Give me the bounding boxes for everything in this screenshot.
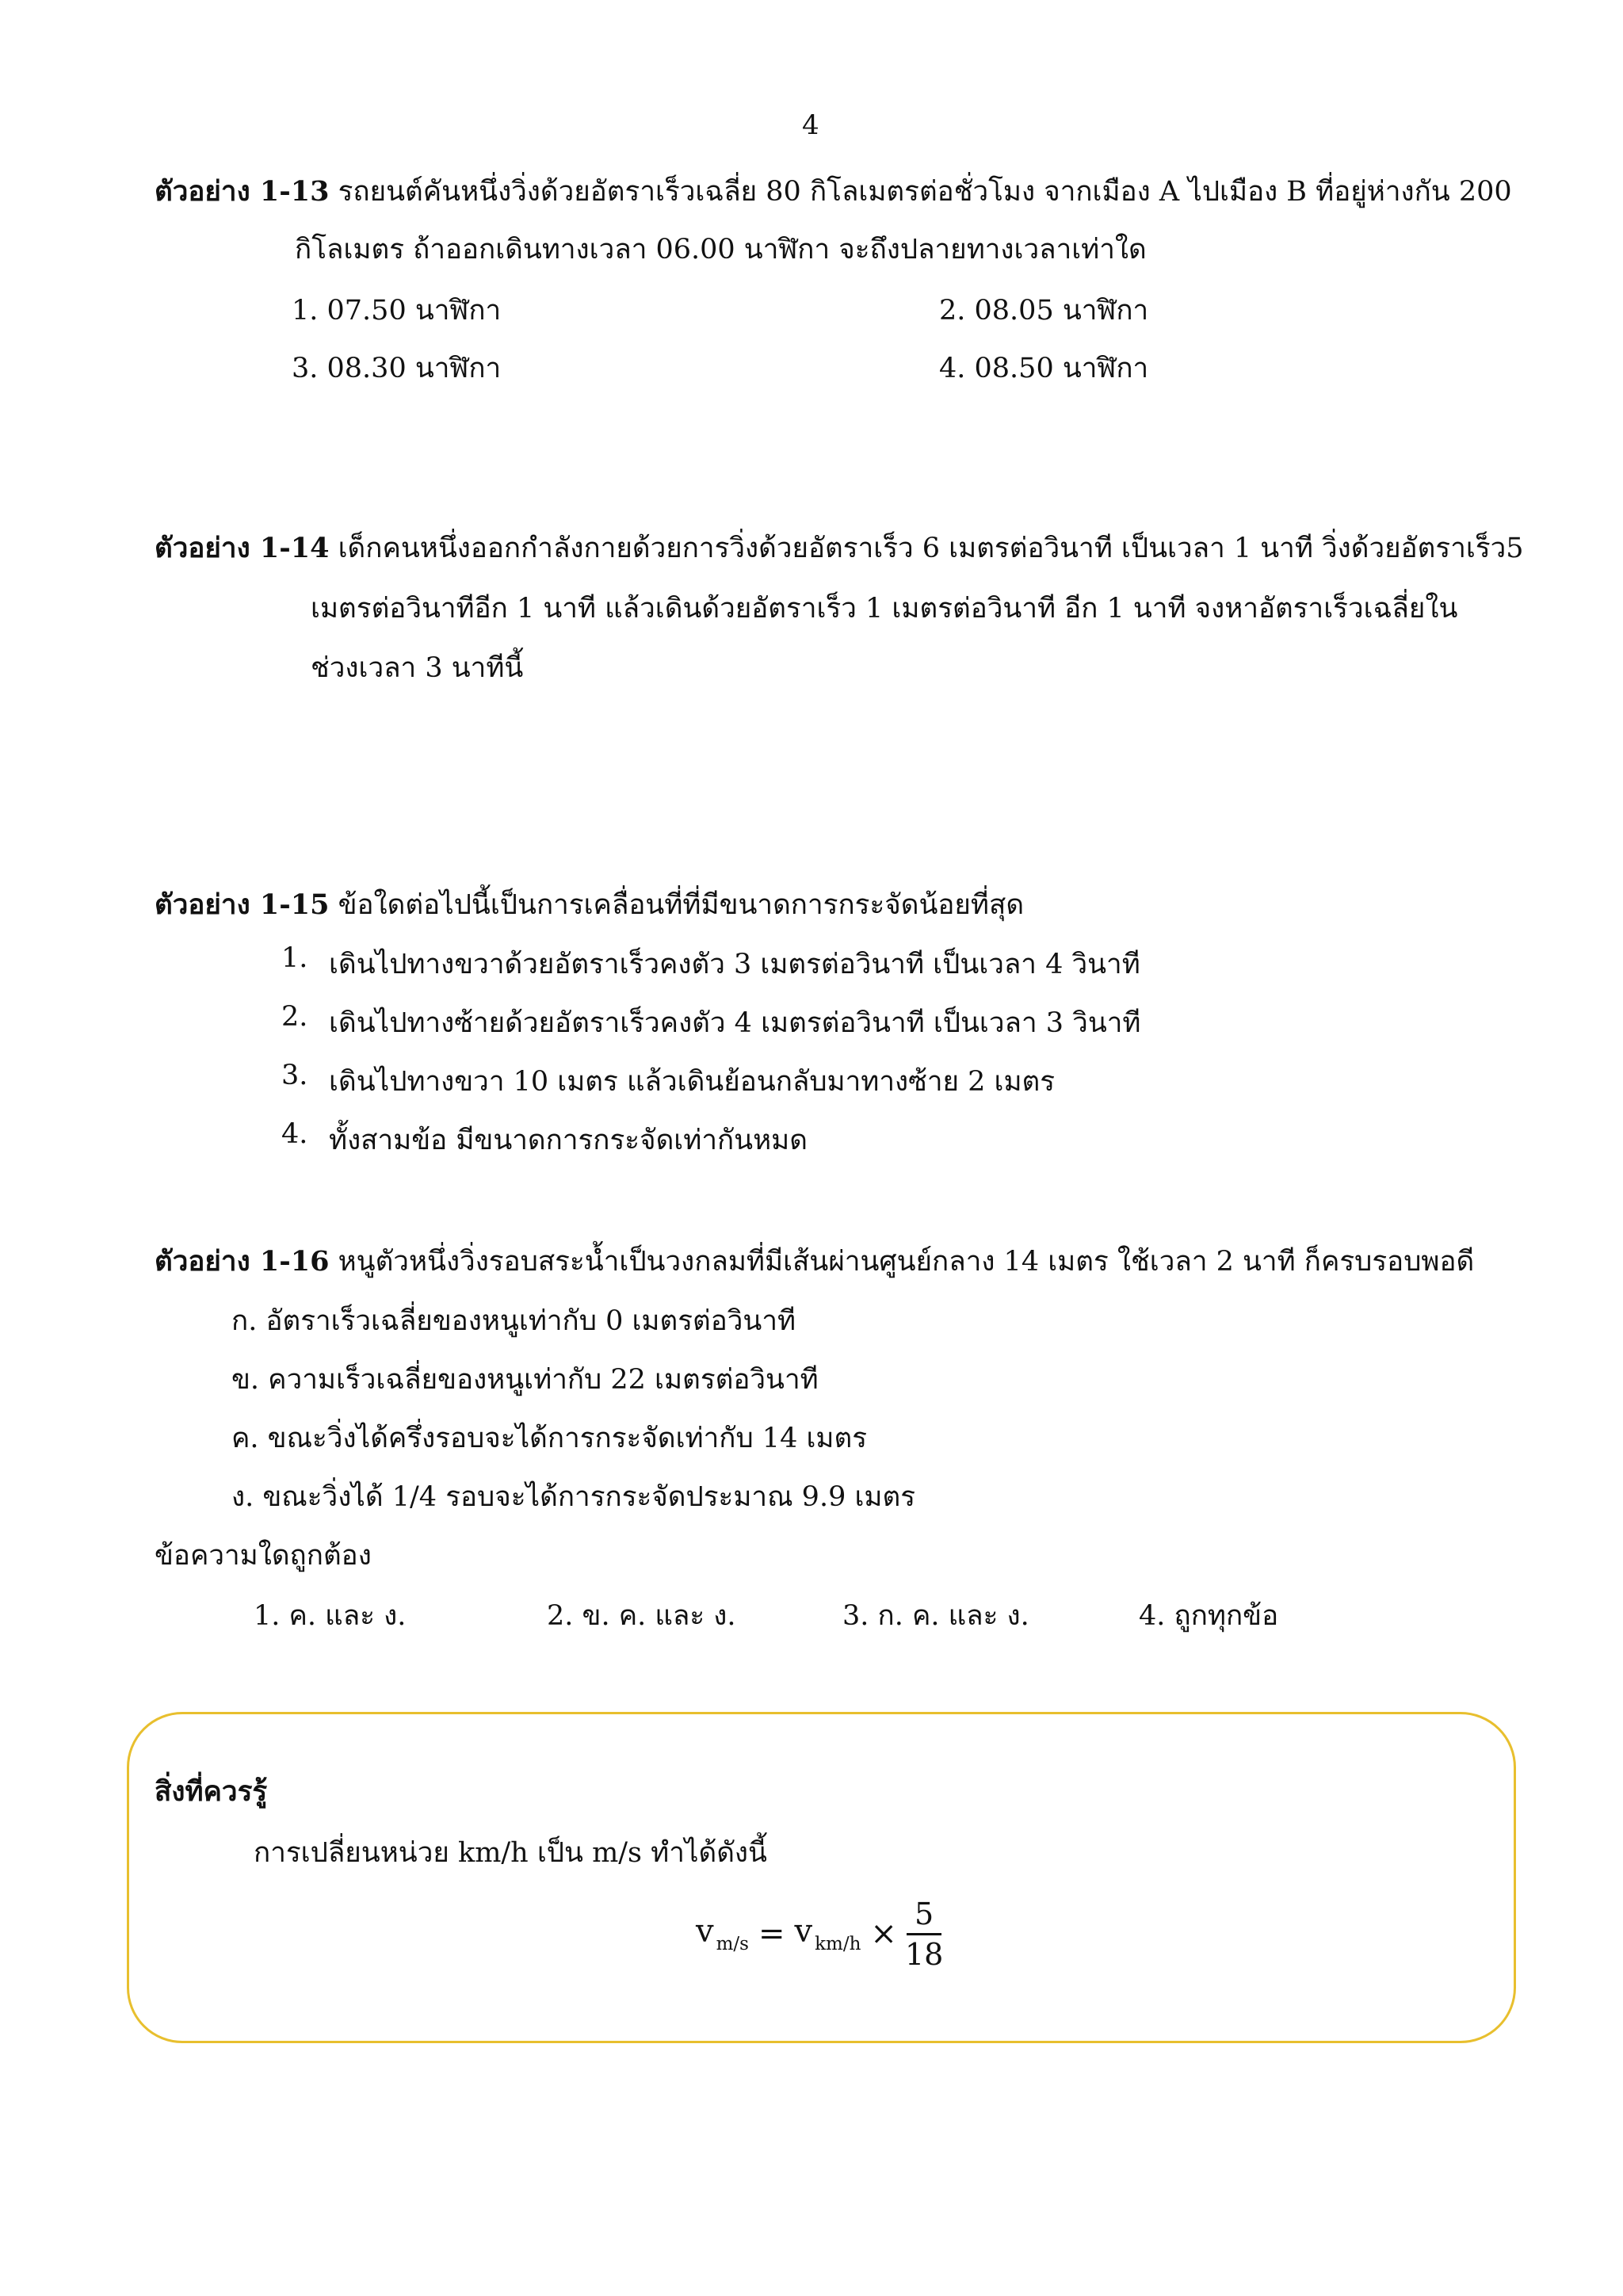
- choice-number: 2.: [281, 1001, 308, 1033]
- question-text: หนูตัวหนึ่งวิ่งรอบสระน้ำเป็นวงกลมที่มีเส้นผ่านศูนย์กลาง 14 เมตร ใช้เวลา 2 นาที ก็ครบรอบพอดี: [338, 1246, 1475, 1278]
- question-text: ข้อใดต่อไปนี้เป็นการเคลื่อนที่ที่มีขนาดการกระจัดน้อยที่สุด: [338, 889, 1025, 921]
- choice-3: 3. ก. ค. และ ง.: [842, 1600, 1029, 1632]
- statement-d: ง. ขณะวิ่งได้ 1/4 รอบจะได้การกระจัดประมาณ 9.9 เมตร: [231, 1481, 916, 1513]
- fraction-numerator: 5: [915, 1896, 934, 1931]
- formula-rhs-unit: km/h: [815, 1934, 861, 1954]
- question-text: กิโลเมตร ถ้าออกเดินทางเวลา 06.00 นาฬิกา จะถึงปลายทางเวลาเท่าใด: [295, 234, 1147, 266]
- fraction: [905, 1895, 943, 1973]
- choice-number: 3.: [281, 1060, 308, 1091]
- question-line: [155, 526, 1524, 570]
- choice-text: เดินไปทางซ้ายด้วยอัตราเร็วคงตัว 4 เมตรต่อวินาที เป็นเวลา 3 วินาที: [329, 1007, 1141, 1039]
- choice-text: ทั้งสามข้อ มีขนาดการกระจัดเท่ากันหมด: [329, 1125, 808, 1156]
- page-number: 4: [802, 109, 819, 141]
- note-box: [127, 1712, 1516, 2043]
- formula-lhs-unit: m/s: [716, 1934, 749, 1954]
- choice-number: 1.: [281, 942, 308, 974]
- question-label: ตัวอย่าง 1-15: [155, 888, 330, 921]
- statement-a: ก. อัตราเร็วเฉลี่ยของหนูเท่ากับ 0 เมตรต่อวินาที: [231, 1305, 796, 1337]
- choice-3: 3. 08.30 นาฬิกา: [292, 353, 502, 384]
- choice-1: 1. ค. และ ง.: [254, 1600, 407, 1632]
- formula-lhs: v $_{m/s}$: [696, 1913, 749, 1954]
- statement-c: ค. ขณะวิ่งได้ครึ่งรอบจะได้การกระจัดเท่ากับ 14 เมตร: [231, 1423, 868, 1454]
- formula-rhs: v $_{km/h}$: [794, 1913, 861, 1954]
- choice-number: 4.: [281, 1118, 308, 1150]
- question-text: เมตรต่อวินาทีอีก 1 นาที แล้วเดินด้วยอัตราเร็ว 1 เมตรต่อวินาที อีก 1 นาที จงหาอัตราเร็วเฉลี่ยใน: [311, 593, 1458, 625]
- choice-text: เดินไปทางขวาด้วยอัตราเร็วคงตัว 3 เมตรต่อวินาที เป็นเวลา 4 วินาที: [329, 949, 1140, 980]
- statement-b: ข. ความเร็วเฉลี่ยของหนูเท่ากับ 22 เมตรต่อวินาที: [231, 1364, 819, 1396]
- question-line: [155, 170, 1512, 213]
- question-label: ตัวอย่าง 1-13: [155, 175, 330, 208]
- question-text: เด็กคนหนึ่งออกกำลังกายด้วยการวิ่งด้วยอัตราเร็ว 6 เมตรต่อวินาที เป็นเวลา 1 นาที วิ่งด้วยอัตราเร็ว5: [338, 533, 1524, 564]
- choice-text: เดินไปทางขวา 10 เมตร แล้วเดินย้อนกลับมาทางซ้าย 2 เมตร: [329, 1066, 1056, 1098]
- note-text: การเปลี่ยนหน่วย km/h เป็น m/s ทำได้ดังนี้: [254, 1837, 767, 1869]
- fraction-denominator: 18: [904, 1936, 944, 1972]
- question-label: ตัวอย่าง 1-14: [155, 532, 330, 564]
- question-text: ช่วงเวลา 3 นาทีนี้: [311, 652, 524, 684]
- equals-sign: =: [758, 1916, 785, 1952]
- choice-2: 2. 08.05 นาฬิกา: [939, 295, 1149, 327]
- question-line: [155, 883, 1024, 926]
- conversion-formula: [696, 1882, 943, 1985]
- times-sign: ×: [870, 1916, 897, 1952]
- question-label: ตัวอย่าง 1-16: [155, 1245, 330, 1278]
- question-text: รถยนต์คันหนึ่งวิ่งด้วยอัตราเร็วเฉลี่ย 80 กิโลเมตรต่อชั่วโมง จากเมือง A ไปเมือง B ที่อยู่ห่างกัน 200: [338, 176, 1512, 208]
- note-heading: สิ่งที่ควรรู้: [155, 1775, 268, 1808]
- choice-1: 1. 07.50 นาฬิกา: [292, 295, 502, 327]
- choice-2: 2. ข. ค. และ ง.: [547, 1600, 736, 1632]
- question-prompt: ข้อความใดถูกต้อง: [155, 1540, 372, 1572]
- question-line: [155, 1240, 1474, 1283]
- choice-4: 4. ถูกทุกข้อ: [1139, 1600, 1279, 1632]
- choice-4: 4. 08.50 นาฬิกา: [939, 353, 1149, 384]
